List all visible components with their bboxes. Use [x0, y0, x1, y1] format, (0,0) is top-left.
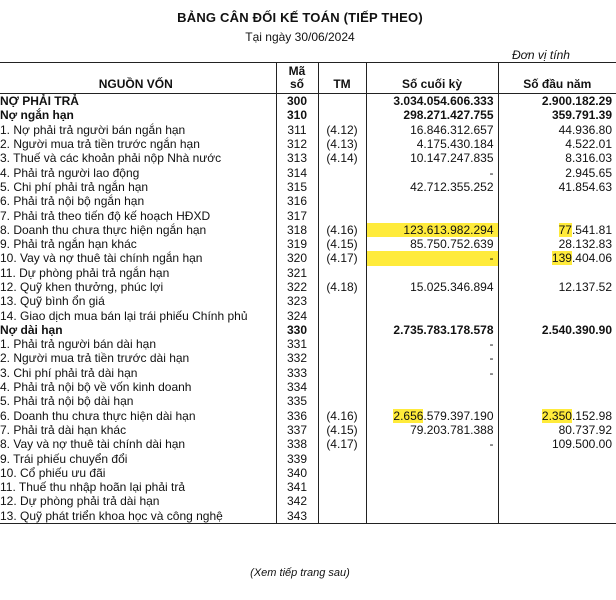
row-label: 10. Vay và nợ thuê tài chính ngắn hạn	[0, 251, 203, 266]
row-end-value	[366, 466, 498, 480]
row-code: 340	[276, 466, 318, 480]
row-label: Nợ ngắn hạn	[0, 108, 74, 123]
row-label: 4. Phải trả nội bộ về vốn kinh doanh	[0, 380, 192, 395]
row-end-value	[366, 266, 498, 280]
row-code: 318	[276, 223, 318, 237]
row-begin-value	[498, 394, 616, 408]
row-end-value: -	[366, 165, 498, 179]
highlight-mark: 139	[551, 251, 572, 266]
table-row	[0, 451, 616, 465]
row-begin-value	[498, 351, 616, 365]
table-row	[0, 437, 616, 451]
row-code: 317	[276, 208, 318, 222]
row-label: 13. Quỹ phát triển khoa học và công nghệ	[0, 509, 276, 524]
row-note	[318, 480, 366, 494]
row-label: 9. Trái phiếu chuyển đổi	[0, 451, 128, 466]
row-begin-value: 80.737.92	[498, 423, 616, 437]
row-begin-value: 4.522.01	[498, 137, 616, 151]
table-row	[0, 208, 616, 222]
row-label: 3. Thuế và các khoản phải nộp Nhà nước	[0, 151, 222, 166]
highlight-mark: 2.656	[393, 408, 424, 423]
row-begin-value: 2.540.390.90	[498, 323, 616, 337]
row-note	[318, 94, 366, 109]
row-begin-value: 44.936.80	[498, 123, 616, 137]
row-note	[318, 380, 366, 394]
row-end-value	[366, 451, 498, 465]
row-end-value: 298.271.427.755	[366, 108, 498, 122]
table-row	[0, 294, 616, 308]
table-row	[0, 266, 616, 280]
table-row	[0, 366, 616, 380]
row-label: 13. Quỹ bình ổn giá	[0, 294, 105, 309]
row-label: NỢ PHẢI TRẢ	[0, 94, 79, 109]
row-end-value	[366, 294, 498, 308]
row-code: 334	[276, 380, 318, 394]
row-code: 332	[276, 351, 318, 365]
row-code: 324	[276, 308, 318, 322]
row-label: 12. Dự phòng phải trả dài hạn	[0, 494, 160, 509]
row-code: 310	[276, 108, 318, 122]
balance-sheet-table	[0, 62, 616, 524]
row-begin-value	[498, 266, 616, 280]
row-code: 320	[276, 251, 318, 265]
table-row	[0, 108, 616, 122]
row-label: Nợ dài hạn	[0, 322, 63, 337]
row-begin-value: 359.791.39	[498, 108, 616, 122]
row-end-value: -	[366, 351, 498, 365]
row-label: 1. Phải trả người bán dài hạn	[0, 337, 157, 352]
row-label: 5. Phải trả nội bộ dài hạn	[0, 394, 134, 409]
row-label: 7. Phải trả theo tiến độ kế hoạch HĐXD	[0, 208, 211, 223]
row-note	[318, 323, 366, 337]
row-begin-value: 8.316.03	[498, 151, 616, 165]
col-header-end: Số cuối kỳ	[366, 63, 498, 94]
row-end-value	[366, 394, 498, 408]
table-row	[0, 137, 616, 151]
row-note	[318, 294, 366, 308]
row-label: 2. Người mua trả tiền trước dài hạn	[0, 351, 190, 366]
row-label: 14. Giao dịch mua bán lại trái phiếu Chính phủ	[0, 308, 248, 323]
highlight-mark: 77	[558, 222, 572, 237]
table-row	[0, 237, 616, 251]
row-note	[318, 108, 366, 122]
row-note: (4.17)	[318, 251, 366, 265]
row-label: 8. Vay và nợ thuê tài chính dài hạn	[0, 437, 186, 452]
row-begin-value	[498, 380, 616, 394]
row-code: 330	[276, 323, 318, 337]
row-code: 343	[276, 509, 318, 524]
table-row	[0, 323, 616, 337]
row-code: 314	[276, 165, 318, 179]
row-note	[318, 194, 366, 208]
row-note	[318, 466, 366, 480]
row-label: 3. Chi phí phải trả dài hạn	[0, 365, 138, 380]
table-row	[0, 123, 616, 137]
row-label: 4. Phải trả người lao động	[0, 165, 140, 180]
row-note: (4.18)	[318, 280, 366, 294]
col-header-note: TM	[318, 63, 366, 94]
row-begin-value: 2.945.65	[498, 165, 616, 179]
row-end-value: 42.712.355.252	[366, 180, 498, 194]
col-header-begin: Số đầu năm	[498, 63, 616, 94]
row-note	[318, 337, 366, 351]
row-label: 11. Dự phòng phải trả ngắn hạn	[0, 265, 170, 280]
row-begin-value	[498, 337, 616, 351]
row-label: 11. Thuế thu nhập hoãn lại phải trả	[0, 480, 186, 495]
row-note: (4.15)	[318, 423, 366, 437]
row-begin-value: 2.900.182.29	[498, 94, 616, 109]
row-note	[318, 165, 366, 179]
table-row	[0, 351, 616, 365]
row-label: 2. Người mua trả tiền trước ngắn hạn	[0, 137, 200, 152]
table-row	[0, 165, 616, 179]
row-code: 331	[276, 337, 318, 351]
table-row	[0, 409, 616, 423]
row-end-value	[366, 380, 498, 394]
row-begin-value: 109.500.00	[498, 437, 616, 451]
row-code: 333	[276, 366, 318, 380]
row-code: 336	[276, 409, 318, 423]
row-note: (4.12)	[318, 123, 366, 137]
row-begin-value	[498, 466, 616, 480]
highlight-mark: 123.613.982.294	[403, 222, 494, 237]
row-end-value	[366, 509, 498, 524]
row-label: 5. Chi phí phải trả ngắn hạn	[0, 179, 149, 194]
row-begin-value	[498, 480, 616, 494]
row-label: 1. Nợ phải trả người bán ngắn hạn	[0, 122, 186, 137]
document-title: BẢNG CÂN ĐỐI KẾ TOÁN (TIẾP THEO)	[177, 10, 423, 25]
row-begin-value: 28.132.83	[498, 237, 616, 251]
table-row	[0, 480, 616, 494]
row-begin-value	[498, 208, 616, 222]
row-note	[318, 451, 366, 465]
row-label: 12. Quỹ khen thưởng, phúc lợi	[0, 280, 164, 294]
row-begin-value	[498, 294, 616, 308]
row-end-value	[366, 251, 498, 265]
table-row	[0, 494, 616, 508]
row-code: 313	[276, 151, 318, 165]
row-note	[318, 208, 366, 222]
row-end-value: 10.147.247.835	[366, 151, 498, 165]
row-label: 6. Doanh thu chưa thực hiện dài hạn	[0, 408, 196, 423]
row-code: 341	[276, 480, 318, 494]
row-end-value: 15.025.346.894	[366, 280, 498, 294]
row-code: 311	[276, 123, 318, 137]
table-row	[0, 380, 616, 394]
table-row	[0, 280, 616, 294]
row-end-value: -	[366, 437, 498, 451]
row-label: 9. Phải trả ngắn hạn khác	[0, 237, 137, 252]
row-end-value	[366, 480, 498, 494]
row-label: 8. Doanh thu chưa thực hiện ngắn hạn	[0, 222, 207, 237]
col-header-source: NGUỒN VỐN	[0, 63, 276, 94]
row-note	[318, 509, 366, 524]
row-code: 335	[276, 394, 318, 408]
row-code: 321	[276, 266, 318, 280]
highlight-mark: -	[489, 251, 494, 266]
row-label: 7. Phải trả dài hạn khác	[0, 422, 127, 437]
row-note	[318, 366, 366, 380]
row-code: 338	[276, 437, 318, 451]
row-end-value: 4.175.430.184	[366, 137, 498, 151]
table-row	[0, 194, 616, 208]
row-begin-value: 41.854.63	[498, 180, 616, 194]
table-row	[0, 509, 616, 524]
table-row	[0, 337, 616, 351]
row-note: (4.13)	[318, 137, 366, 151]
col-header-code: Mã số	[276, 63, 318, 94]
currency-unit: Đơn vị tính	[512, 48, 570, 62]
continued-note: (Xem tiếp trang sau)	[250, 567, 350, 579]
row-code: 342	[276, 494, 318, 508]
row-end-value	[366, 194, 498, 208]
row-begin-value: 12.137.52	[498, 280, 616, 294]
row-note: (4.17)	[318, 437, 366, 451]
table-row	[0, 308, 616, 322]
row-code: 316	[276, 194, 318, 208]
row-begin-value	[498, 509, 616, 524]
row-code: 323	[276, 294, 318, 308]
row-note	[318, 394, 366, 408]
row-code: 312	[276, 137, 318, 151]
row-end-value: -	[366, 337, 498, 351]
row-end-value: 16.846.312.657	[366, 123, 498, 137]
row-end-value: 2.735.783.178.578	[366, 323, 498, 337]
row-begin-value	[498, 366, 616, 380]
table-row	[0, 223, 616, 237]
row-note	[318, 494, 366, 508]
row-note: (4.16)	[318, 409, 366, 423]
row-begin-value	[498, 308, 616, 322]
row-code: 337	[276, 423, 318, 437]
table-header-row	[0, 63, 616, 94]
row-code: 339	[276, 451, 318, 465]
row-begin-value	[498, 194, 616, 208]
row-end-value	[366, 208, 498, 222]
row-begin-value: 2.350.152.98	[498, 409, 616, 423]
row-code: 319	[276, 237, 318, 251]
row-label: 6. Phải trả nội bộ ngắn hạn	[0, 194, 145, 209]
table-row	[0, 466, 616, 480]
table-row	[0, 423, 616, 437]
row-end-value	[366, 223, 498, 237]
row-end-value: 3.034.054.606.333	[366, 94, 498, 109]
row-end-value: 2.656.579.397.190	[366, 409, 498, 423]
row-end-value: 85.750.752.639	[366, 237, 498, 251]
row-end-value: 79.203.781.388	[366, 423, 498, 437]
row-note	[318, 351, 366, 365]
row-end-value	[366, 494, 498, 508]
table-row	[0, 180, 616, 194]
row-end-value	[366, 308, 498, 322]
row-code: 315	[276, 180, 318, 194]
row-note	[318, 180, 366, 194]
row-note: (4.15)	[318, 237, 366, 251]
row-end-value: -	[366, 366, 498, 380]
table-row	[0, 151, 616, 165]
table-row	[0, 394, 616, 408]
table-row	[0, 94, 616, 109]
report-date: Tại ngày 30/06/2024	[245, 30, 355, 44]
row-note	[318, 266, 366, 280]
row-begin-value	[498, 494, 616, 508]
row-code: 300	[276, 94, 318, 109]
row-label: 10. Cổ phiếu ưu đãi	[0, 465, 106, 480]
table-row	[0, 251, 616, 265]
row-note	[318, 308, 366, 322]
row-note: (4.16)	[318, 223, 366, 237]
row-begin-value	[498, 451, 616, 465]
row-begin-value: 77.541.81	[498, 223, 616, 237]
row-note: (4.14)	[318, 151, 366, 165]
row-code: 322	[276, 280, 318, 294]
highlight-mark: 2.350	[541, 408, 572, 423]
row-begin-value: 139.404.06	[498, 251, 616, 265]
